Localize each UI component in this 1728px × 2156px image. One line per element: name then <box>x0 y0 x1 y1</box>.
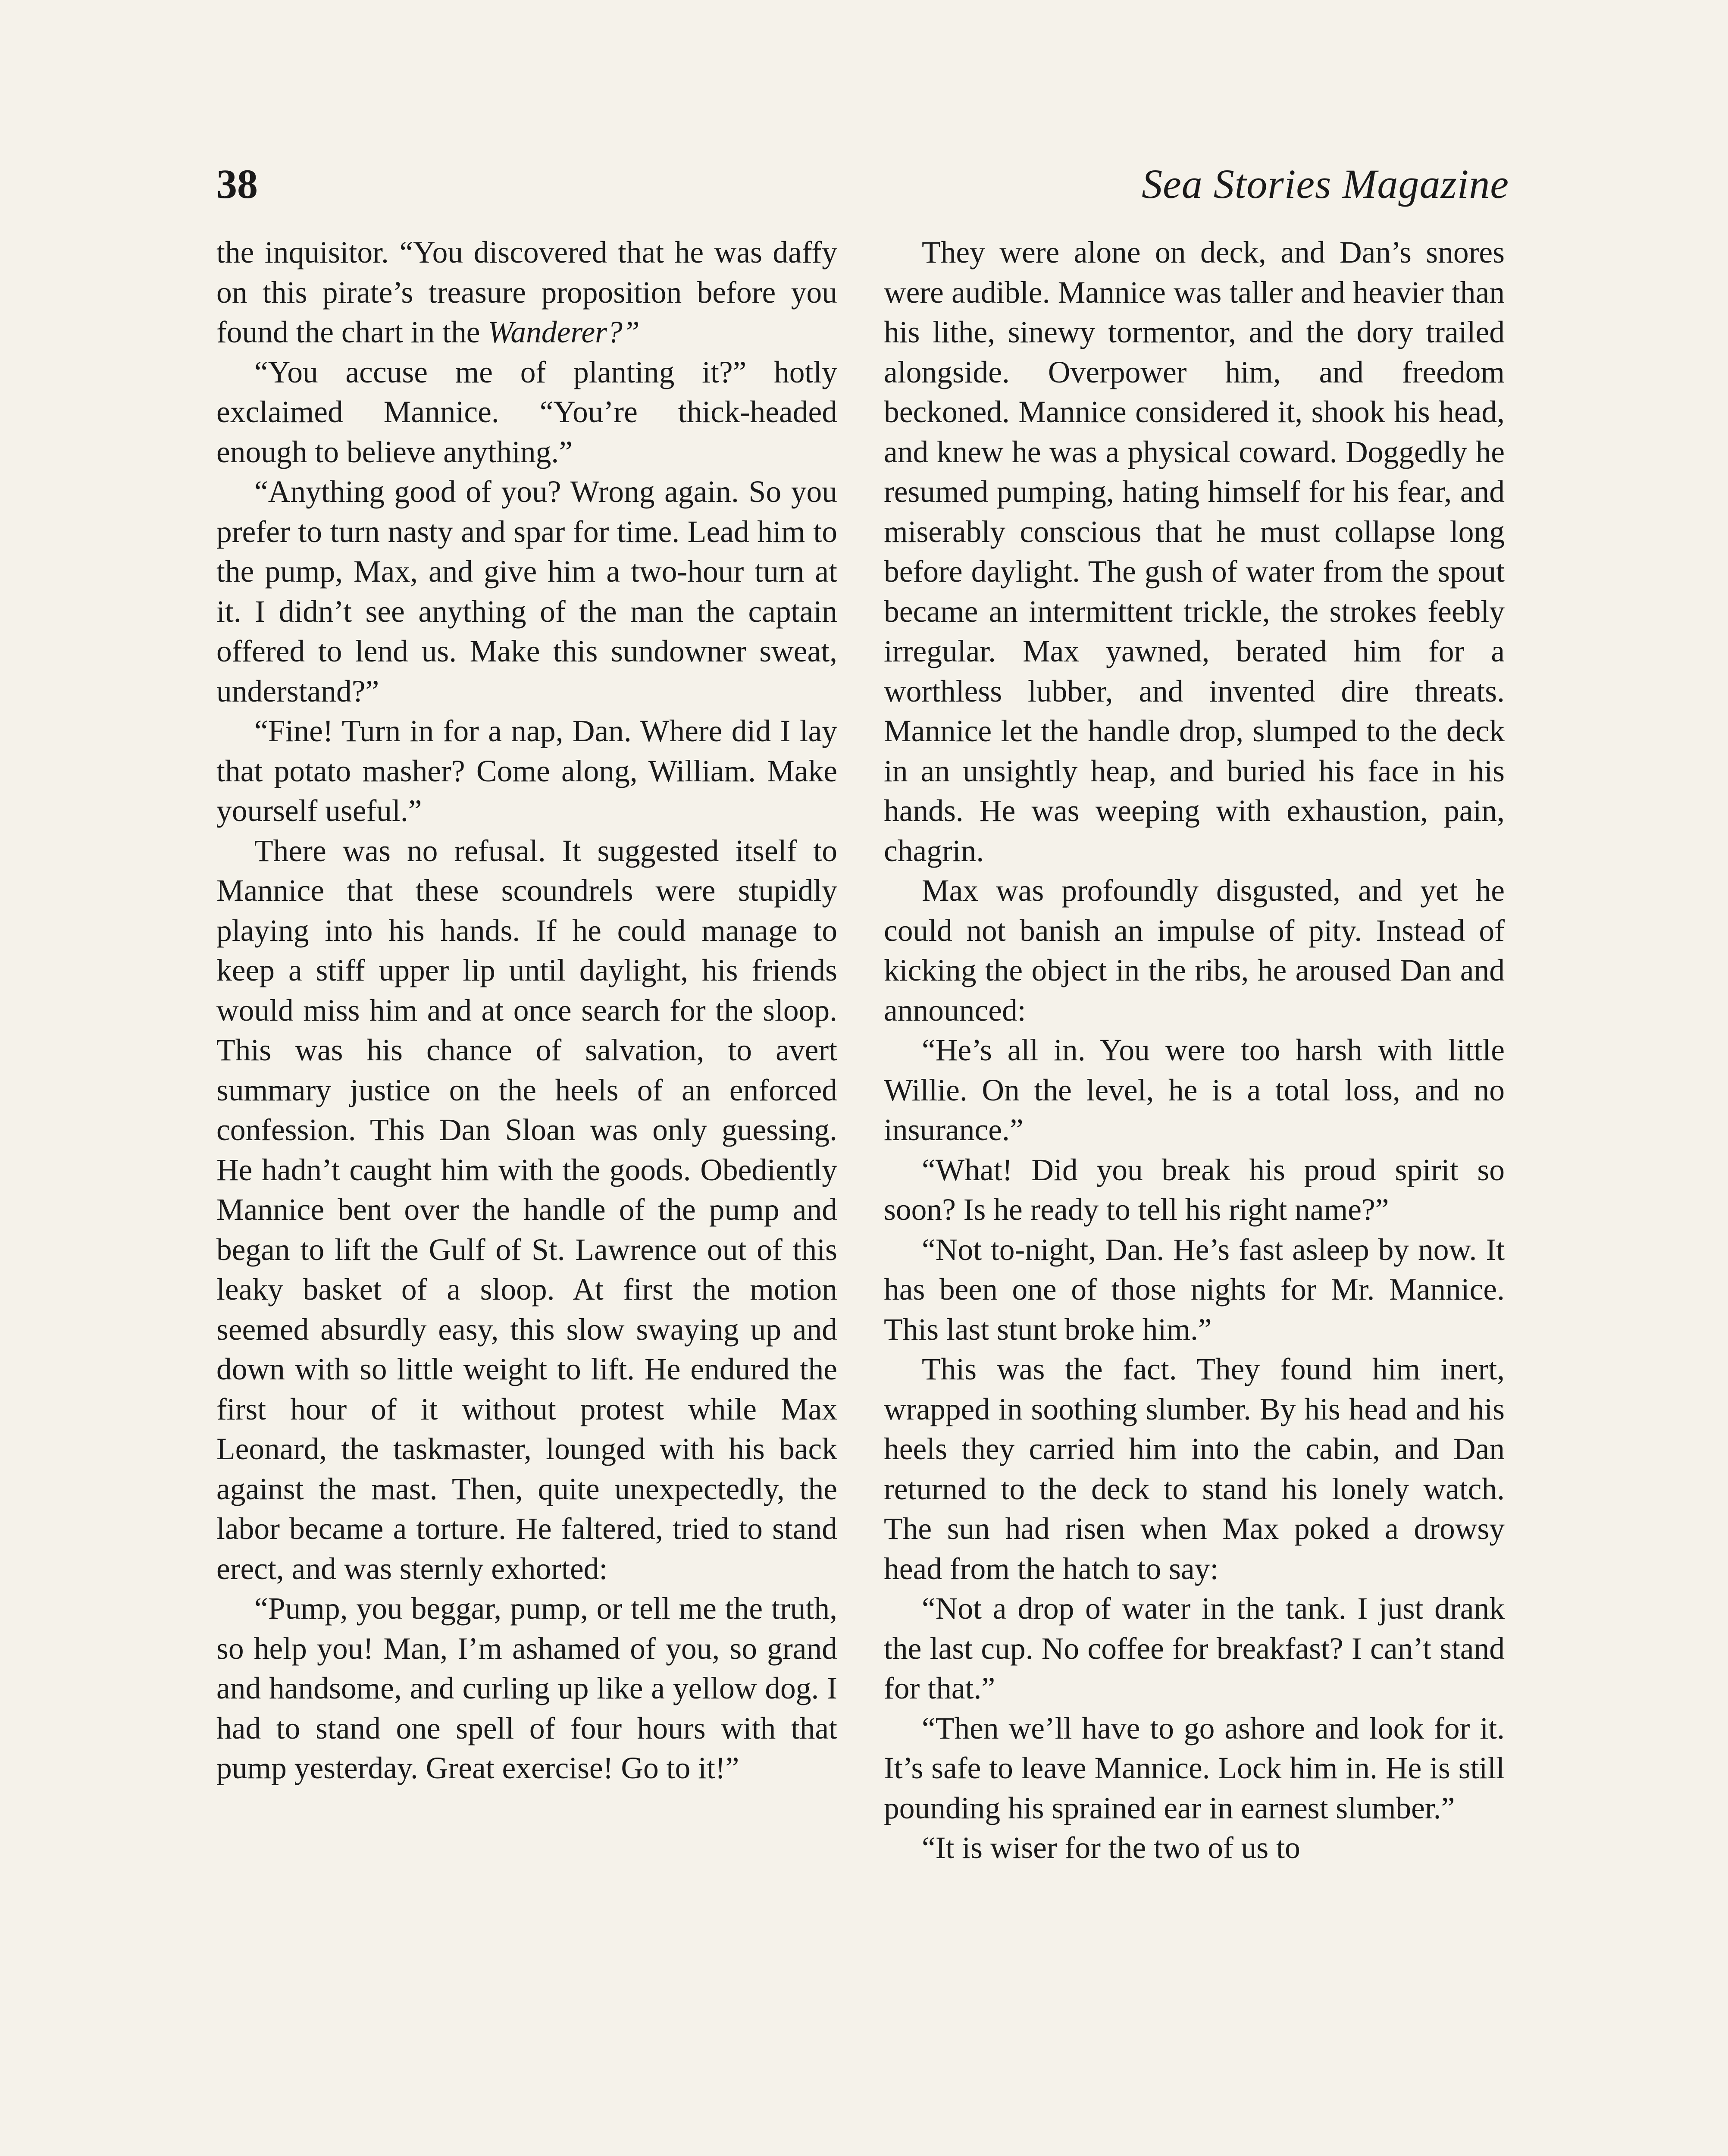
paragraph-text: “Not a drop of water in the tank. I just drank the last cup. No coffee for breakfast? I can’t stand for that.” <box>884 1592 1505 1705</box>
page-header <box>216 160 1509 208</box>
paragraph <box>884 1828 1505 1868</box>
paragraph-text: “He’s all in. You were too harsh with little Willie. On the level, he is a total loss, and no insurance.” <box>884 1033 1505 1147</box>
paragraph <box>884 1031 1505 1150</box>
paragraph-text: “Fine! Turn in for a nap, Dan. Where did I lay that potato masher? Come along, William. Make yourself useful.” <box>216 714 837 828</box>
paragraph-text: “Then we’ll have to go ashore and look for it. It’s safe to leave Mannice. Lock him in. He is still pounding his sprained ear in earnest slumber.” <box>884 1711 1505 1825</box>
paragraph <box>884 1350 1505 1589</box>
paragraph-text: There was no refusal. It suggested itself to Mannice that these scoundrels were stupidly playing into his hands. If he could manage to keep a stiff upper lip until daylight, his friends would miss him and at once search for the sloop. This was his chance of salvation, to avert summary justice on the heels of an enforced confession. This Dan Sloan was only guessing. He hadn’t caught him with the goods. Obediently Mannice bent over the handle of the pump and began to lift the Gulf of St. Lawrence out of this leaky basket of a sloop. At first the motion seemed absurdly easy, this slow swaying up and down with so little weight to lift. He endured the first hour of it without protest while Max Leonard, the taskmaster, lounged with his back against the mast. Then, quite unexpectedly, the labor became a torture. He faltered, tried to stand erect, and was sternly exhorted: <box>216 834 837 1586</box>
paragraph-text: “Anything good of you? Wrong again. So you prefer to turn nasty and spar for time. Lead him to the pump, Max, and give him a two-hour turn at it. I didn’t see anything of the man the captain offered to lend us. Make this sundowner sweat, understand?” <box>216 475 837 708</box>
paragraph-text: “You accuse me of planting it?” hotly exclaimed Mannice. “You’re thick-headed enough to believe anything.” <box>216 355 837 469</box>
paragraph <box>216 353 837 473</box>
paragraph-text: “Not to-night, Dan. He’s fast asleep by now. It has been one of those nights for Mr. Mannice. This last stunt broke him.” <box>884 1232 1505 1347</box>
paragraph <box>216 831 837 1589</box>
paragraph-text: This was the fact. They found him inert, wrapped in soothing slumber. By his head and his heels they carried him into the cabin, and Dan returned to the deck to stand his lonely watch. The sun had risen when Max poked a drowsy head from the hatch to say: <box>884 1352 1505 1586</box>
paragraph-text: “Pump, you beggar, pump, or tell me the truth, so help you! Man, I’m ashamed of you, so grand and handsome, and curling up like a yellow dog. I had to stand one spell of four hours with that pump yesterday. Great exercise! Go to it!” <box>216 1592 837 1785</box>
right-text-column <box>884 233 1505 1868</box>
paragraph-text: They were alone on deck, and Dan’s snores were audible. Mannice was taller and heavier than his lithe, sinewy tormentor, and the dory trailed alongside. Overpower him, and freedom beckoned. Mannice considered it, shook his head, and knew he was a physical coward. Doggedly he resumed pumping, hating himself for his fear, and miserably conscious that he must collapse long before daylight. The gush of water from the spout became an intermittent trickle, the strokes feebly irregular. Max yawned, berated him for a worthless lubber, and invented dire threats. Mannice let the handle drop, slumped to the deck in an unsightly heap, and buried his face in his hands. He was weeping with exhaustion, pain, chagrin. <box>884 235 1505 868</box>
paragraph <box>216 233 837 353</box>
page-number: 38 <box>216 161 258 207</box>
paragraph-text: “What! Did you break his proud spirit so soon? Is he ready to tell his right name?” <box>884 1153 1505 1227</box>
paragraph <box>884 1230 1505 1350</box>
paragraph-text: Max was profoundly disgusted, and yet he could not banish an impulse of pity. Instead of kicking the object in the ribs, he aroused Dan and announced: <box>884 874 1505 1028</box>
paragraph-text: “It is wiser for the two of us to <box>922 1831 1300 1865</box>
paragraph <box>884 1709 1505 1829</box>
left-text-column <box>216 233 837 1789</box>
paragraph <box>884 233 1505 871</box>
paragraph <box>884 1150 1505 1230</box>
paragraph <box>884 871 1505 1031</box>
paragraph <box>216 1589 837 1789</box>
italic-text: Wanderer?” <box>488 315 640 349</box>
paragraph <box>216 472 837 711</box>
paragraph-text: the inquisitor. “You discovered that he was daffy on this pirate’s treasure proposition before you found the chart in the <box>216 235 837 349</box>
paragraph <box>216 711 837 831</box>
running-head: Sea Stories Magazine <box>1142 161 1509 207</box>
paragraph <box>884 1589 1505 1709</box>
